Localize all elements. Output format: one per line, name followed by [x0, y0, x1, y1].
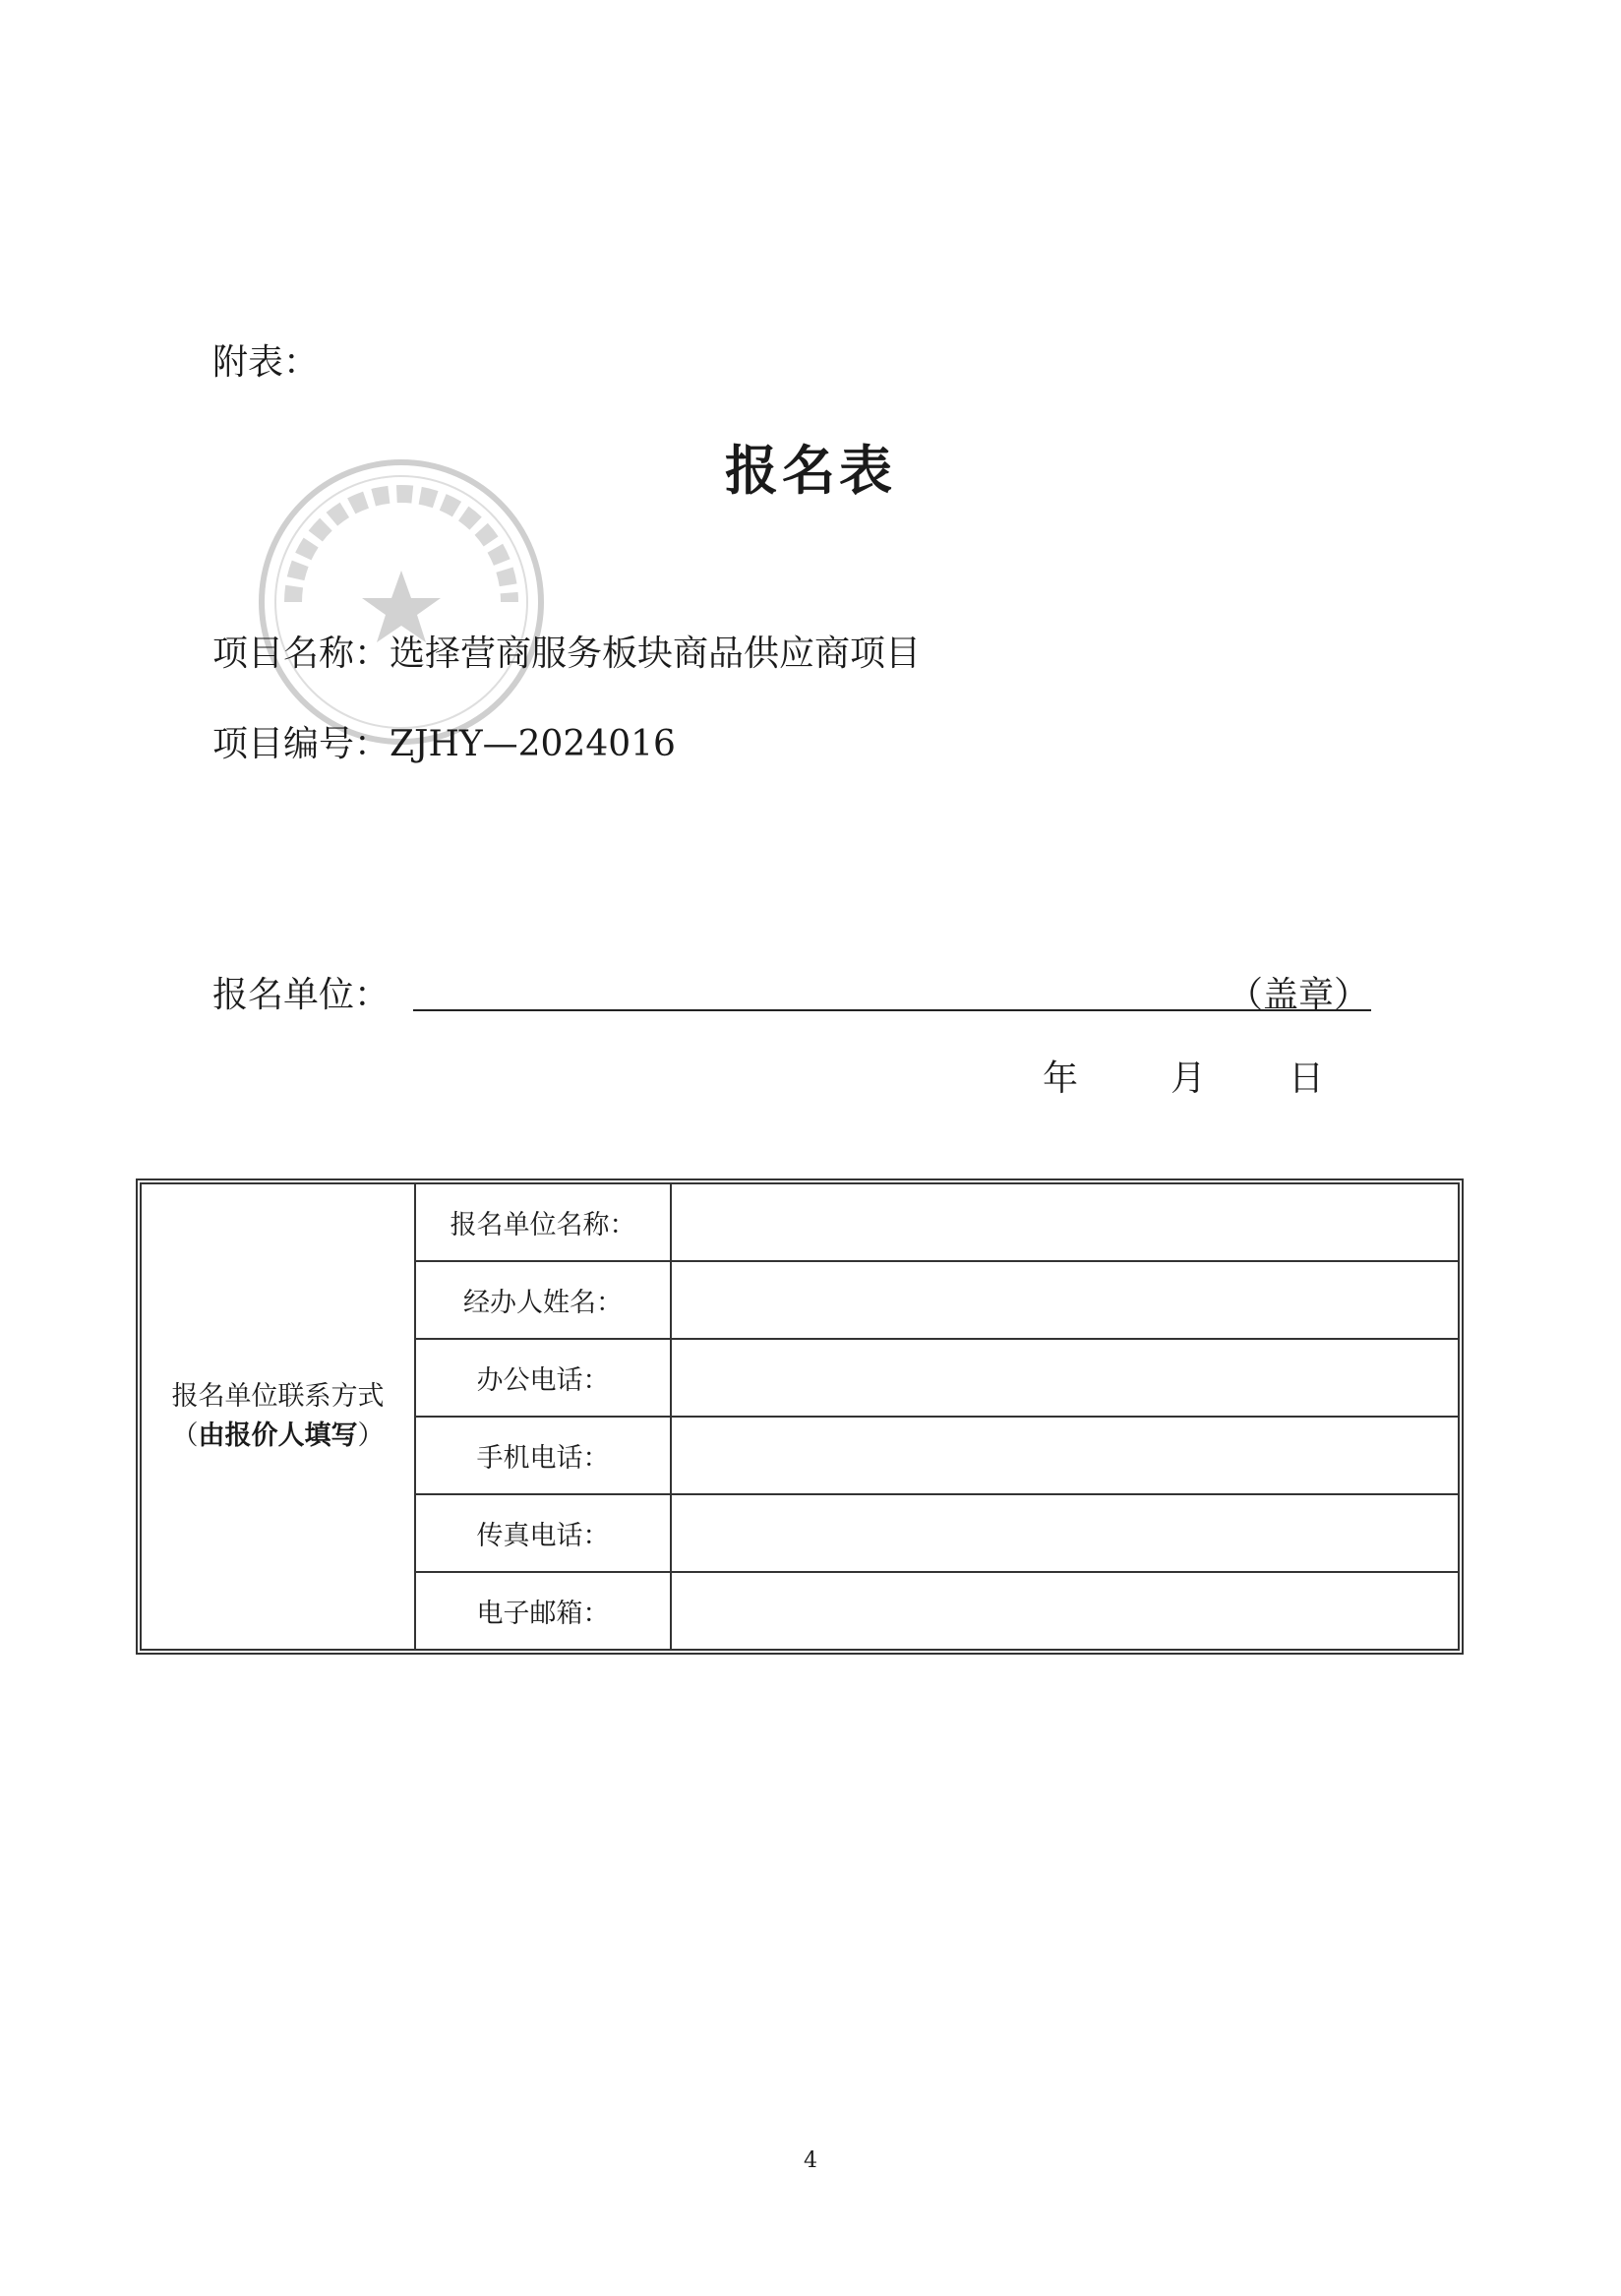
paren-close: ） [357, 1420, 385, 1451]
field-value-fax[interactable] [671, 1494, 1459, 1572]
project-name-value: 选择营商服务板块商品供应商项目 [390, 634, 922, 674]
project-name-row [212, 626, 921, 676]
field-label-unit-name: 报名单位名称： [415, 1183, 671, 1261]
appendix-label: 附表： [212, 342, 320, 383]
field-label-office-phone: 办公电话： [415, 1339, 671, 1417]
project-name-label: 项目名称： [212, 634, 390, 674]
paren-open: （ [171, 1420, 199, 1451]
date-day-label: 日 [1289, 1058, 1325, 1099]
project-number-row [212, 716, 676, 766]
field-label-email: 电子邮箱： [415, 1572, 671, 1650]
project-number-label: 项目编号： [212, 724, 390, 764]
contact-group-title: 报名单位联系方式 [171, 1381, 385, 1412]
field-value-handler-name[interactable] [671, 1261, 1459, 1339]
project-number-value: ZJHY—2024016 [390, 724, 676, 764]
date-year-label: 年 [1043, 1058, 1079, 1099]
field-label-handler-name: 经办人姓名： [415, 1261, 671, 1339]
seal-note: （盖章） [1228, 975, 1370, 1015]
field-label-mobile-phone: 手机电话： [415, 1417, 671, 1494]
contact-group-label [141, 1183, 415, 1650]
field-label-fax: 传真电话： [415, 1494, 671, 1572]
signup-unit-label: 报名单位： [212, 975, 390, 1015]
field-value-unit-name[interactable] [671, 1183, 1459, 1261]
date-month-label: 月 [1171, 1058, 1207, 1099]
contact-group-note [143, 1417, 413, 1456]
table-row [141, 1183, 1459, 1261]
field-value-mobile-phone[interactable] [671, 1417, 1459, 1494]
page-number: 4 [804, 2148, 817, 2173]
contact-info-table [140, 1182, 1460, 1651]
field-value-email[interactable] [671, 1572, 1459, 1650]
page-title: 报名表 [725, 439, 896, 502]
field-value-office-phone[interactable] [671, 1339, 1459, 1417]
contact-group-note-bold: 由报价人填写 [198, 1420, 358, 1451]
